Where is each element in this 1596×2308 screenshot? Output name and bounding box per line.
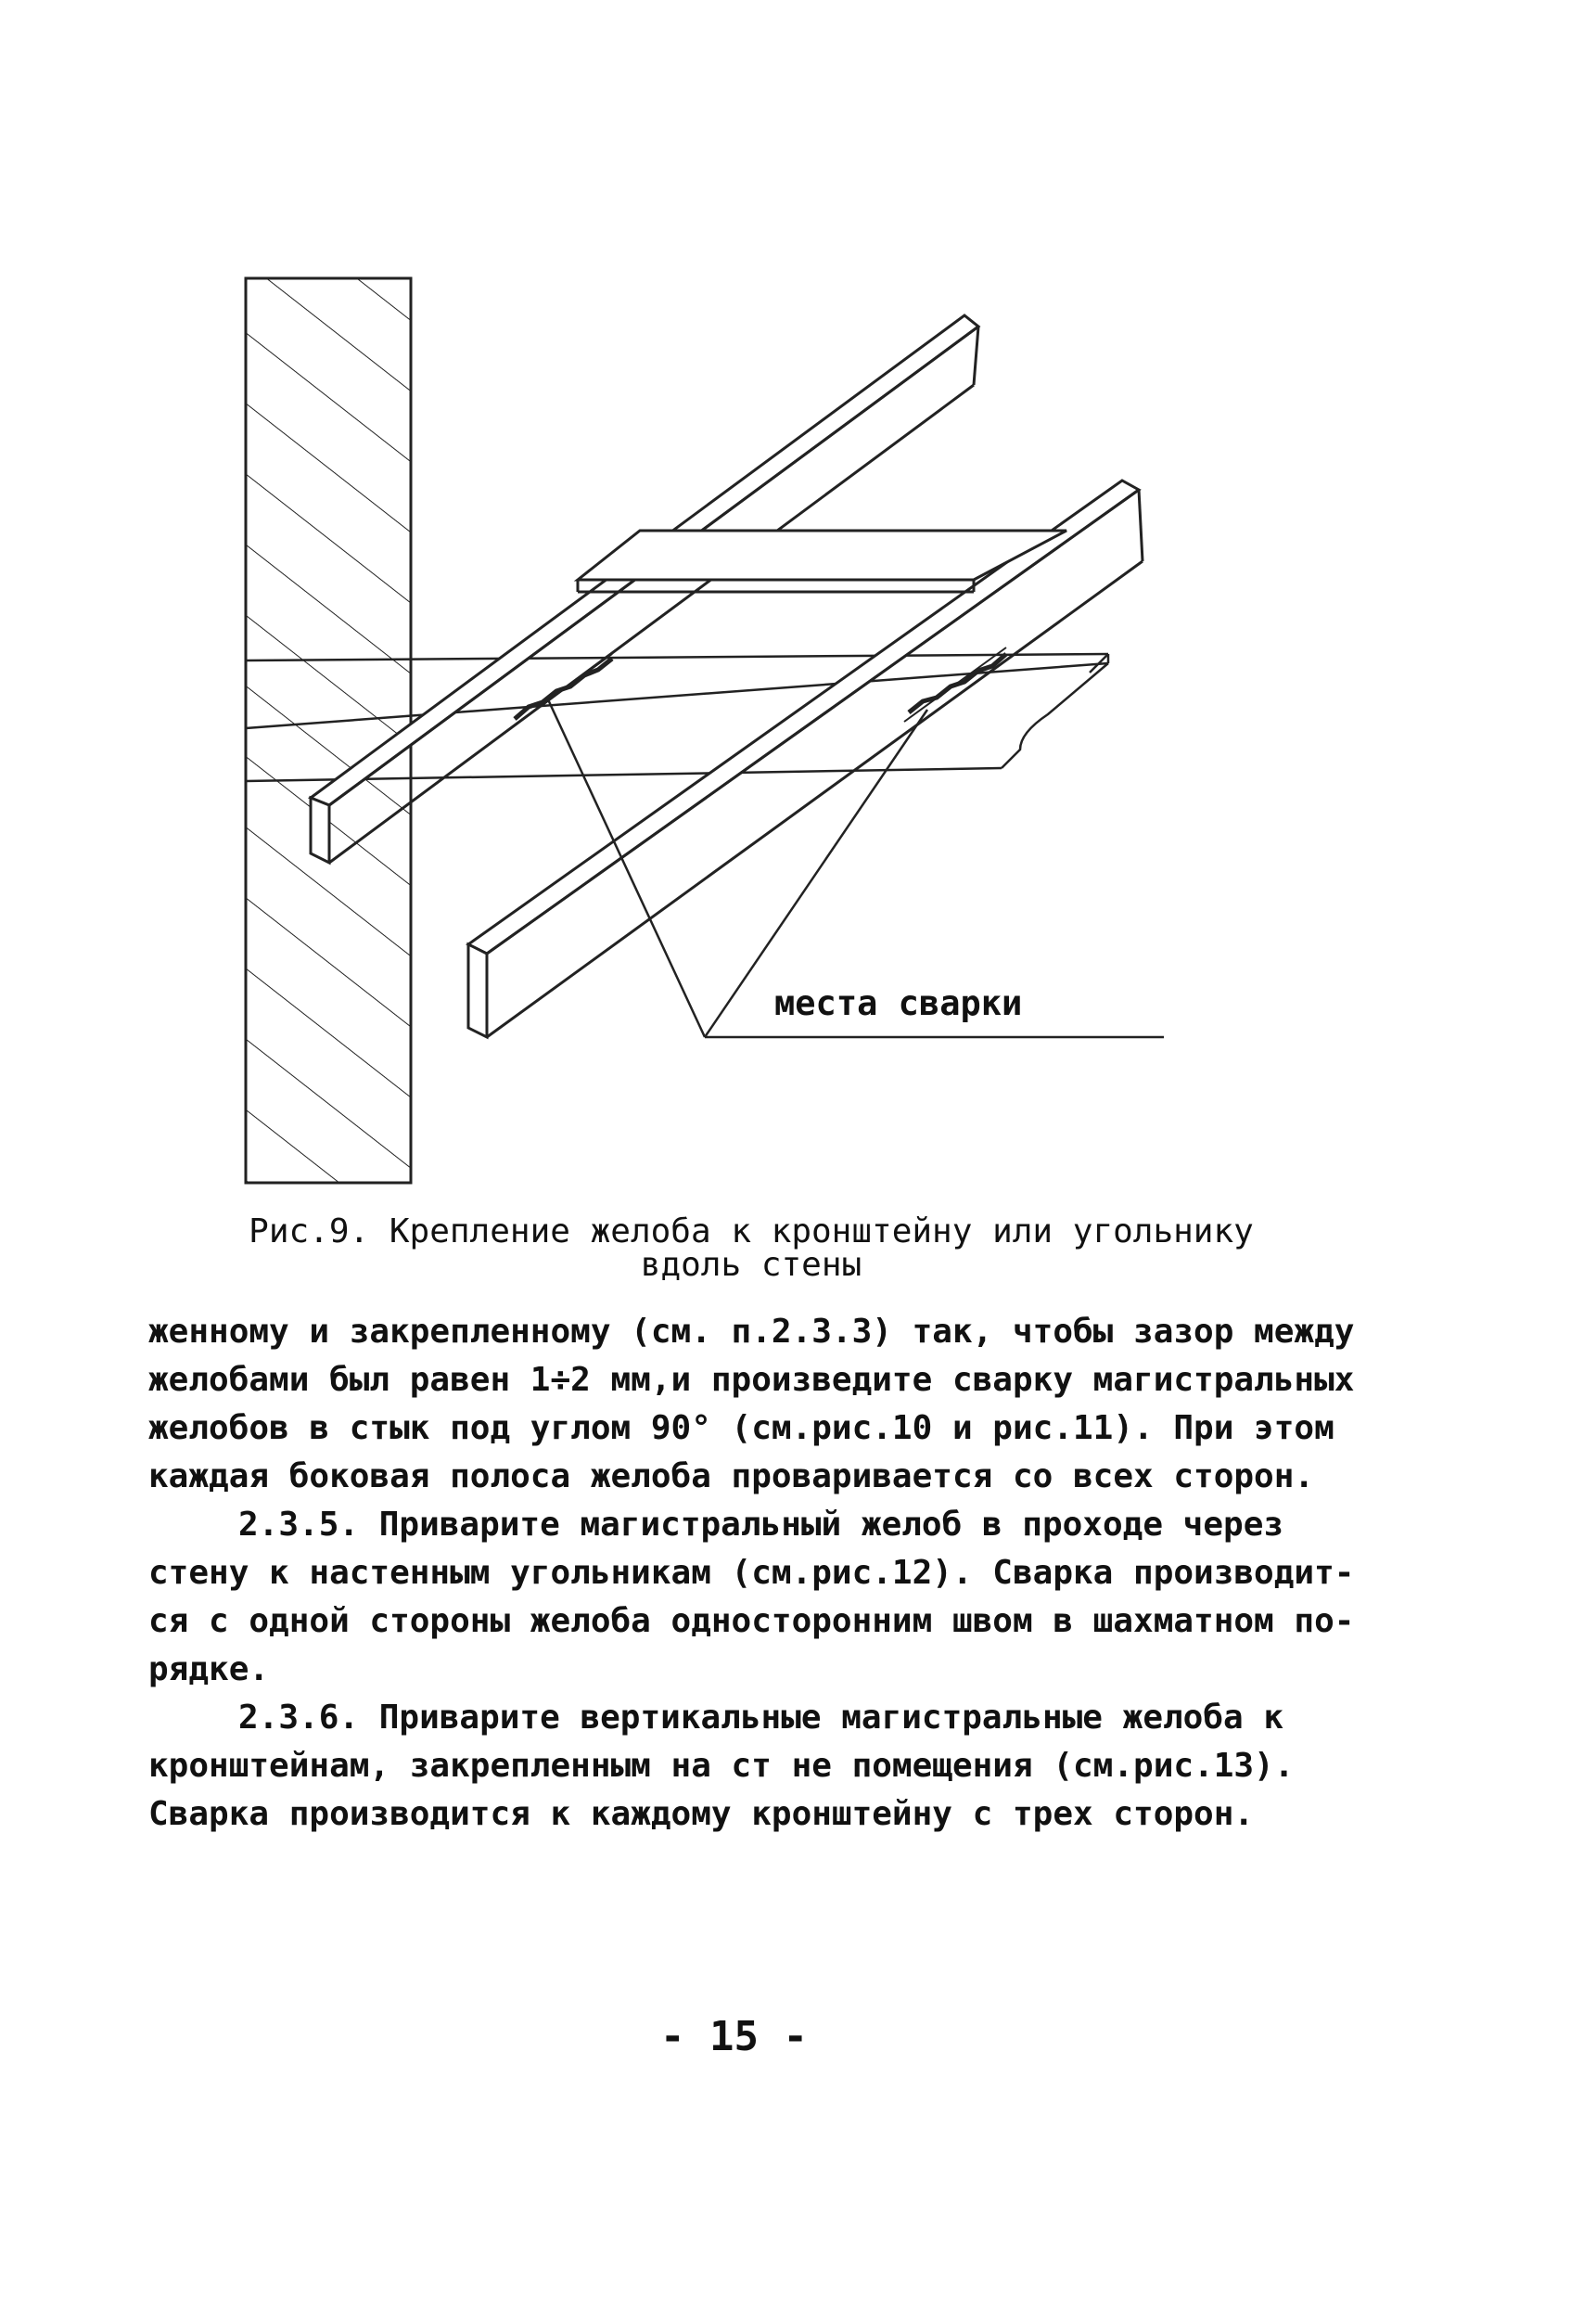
text-line: стену к настенным угольникам (см.рис.12). Сварка производит- — [148, 1554, 1355, 1592]
text-line: каждая боковая полоса желоба проваривается со всех сторон. — [148, 1457, 1315, 1495]
text-line: Сварка производится к каждому кронштейну с трех сторон. — [148, 1795, 1255, 1833]
text-line: рядке. — [148, 1650, 270, 1688]
body-text — [148, 1308, 1355, 1839]
figure-caption — [213, 1212, 1289, 1284]
text-line: женному и закрепленному (см. п.2.3.3) так, чтобы зазор между — [148, 1313, 1355, 1351]
text-line: кронштейнам, закрепленным на ст не помещения (см.рис.13). — [148, 1747, 1295, 1785]
text-line: желобов в стык под углом 90° (см.рис.10 и рис.11). При этом — [148, 1409, 1334, 1447]
wall-hatched — [246, 278, 411, 1183]
text-line: 2.3.6. Приварите вертикальные магистральные желоба к — [238, 1699, 1284, 1737]
text-line: ся с одной стороны желоба односторонним швом в шахматном по- — [148, 1602, 1355, 1640]
weld-spots-label: места сварки — [774, 983, 1023, 1023]
weld-seam-left — [510, 654, 612, 728]
caption-line-1: Рис.9. Крепление желоба к кронштейну или угольнику — [249, 1212, 1254, 1250]
text-line: 2.3.5. Приварите магистральный желоб в проходе через — [238, 1506, 1284, 1544]
weld-seam-right — [904, 648, 1006, 722]
page-number: - 15 - — [660, 2013, 808, 2060]
text-line: желобами был равен 1÷2 мм,и произведите сварку магистральных — [148, 1361, 1355, 1399]
caption-line-2: вдоль стены — [640, 1246, 862, 1284]
